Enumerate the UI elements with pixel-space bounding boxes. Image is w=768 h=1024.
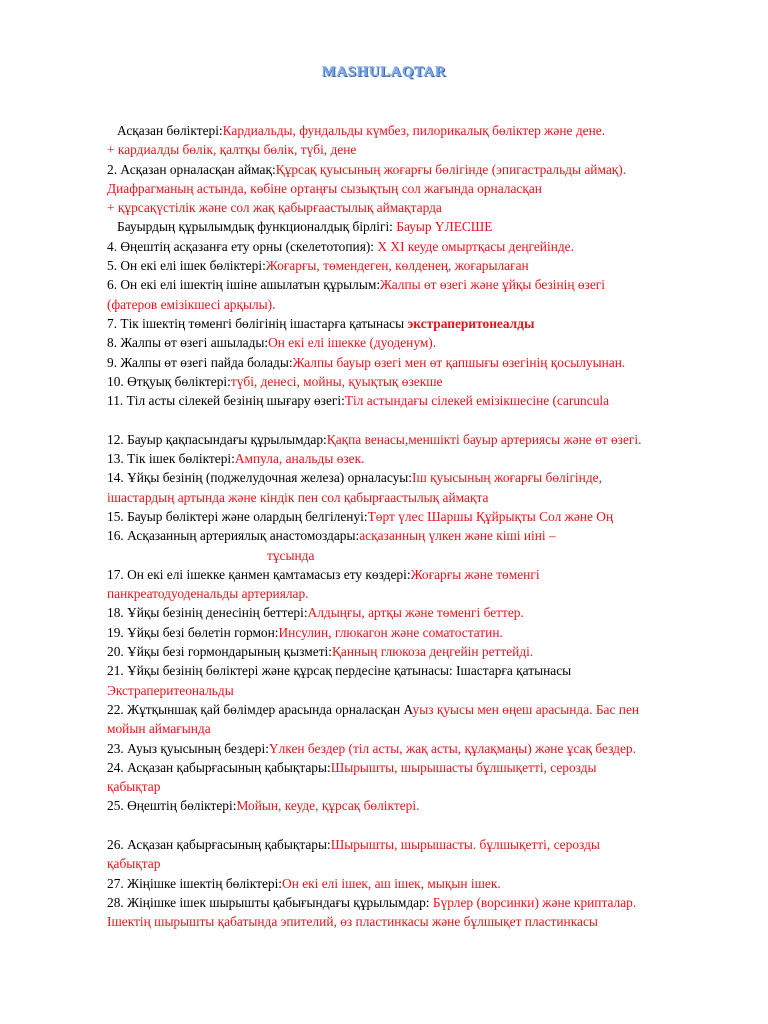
text-line bbox=[107, 565, 757, 584]
text-line bbox=[107, 217, 757, 236]
answer-text: Іш қуысының жоғарғы бөлігінде, bbox=[412, 470, 602, 486]
question-text: 21. Ұйқы безінің бөліктері және құрсақ пердесіне қатынасы: Ішастарға қатынасы bbox=[107, 663, 572, 679]
answer-text: + кардиалды бөлік, қалтқы бөлік, түбі, дене bbox=[107, 142, 357, 158]
answer-text: тұсында bbox=[267, 547, 315, 563]
question-text: 26. Асқазан қабырғасының қабықтары: bbox=[107, 836, 331, 852]
text-line bbox=[107, 854, 757, 873]
blank-line bbox=[107, 410, 757, 429]
question-text: 25. Өңештің бөліктері: bbox=[107, 798, 237, 814]
question-text: Бауырдың құрылымдық функционалдық бірлігі: bbox=[117, 219, 397, 235]
text-line bbox=[107, 353, 757, 372]
answer-text: Жалпы бауыр өзегі мен өт қапшығы өзегінің қосылуынан. bbox=[292, 354, 626, 370]
text-line bbox=[107, 314, 757, 333]
answer-text: асқазанның үлкен және кіші иіні – bbox=[359, 528, 556, 544]
answer-text: Тіл астындағы сілекей емізікшесіне (caruncula bbox=[344, 393, 610, 409]
text-line bbox=[107, 488, 757, 507]
text-line bbox=[107, 700, 757, 719]
text-line bbox=[107, 468, 757, 487]
question-text: 27. Жіңішке ішектің бөліктері: bbox=[107, 875, 283, 891]
question-text: 17. Он екі елі ішекке қанмен қамтамасыз ету көздері: bbox=[107, 566, 411, 582]
question-text: 13. Тік ішек бөліктері: bbox=[107, 451, 235, 467]
answer-text: Үлкен бездер (тіл асты, жақ асты, құлақмаңы) және ұсақ бездер. bbox=[268, 740, 636, 756]
answer-text: Шырышты, шырышасты. бұлшықетті, серозды bbox=[330, 836, 600, 852]
answer-text: Қақпа венасы,меншікті бауыр артериясы және өт өзегі. bbox=[326, 431, 642, 447]
text-line bbox=[107, 584, 757, 603]
question-text: 2. Асқазан орналасқан аймақ: bbox=[107, 161, 276, 177]
text-line bbox=[107, 198, 757, 217]
text-line bbox=[107, 179, 757, 198]
answer-text: Мойын, кеуде, құрсақ бөліктері. bbox=[236, 798, 420, 814]
text-line bbox=[107, 719, 757, 738]
question-text: 12. Бауыр қақпасындағы құрылымдар: bbox=[107, 431, 327, 447]
question-text: 18. Ұйқы безінің денесінің беттері: bbox=[107, 605, 308, 621]
question-text: 20. Ұйқы безі гормондарының қызметі: bbox=[107, 644, 332, 660]
answer-text: Бауыр ҮЛЕСШЕ bbox=[396, 219, 493, 235]
answer-text: түбі, денесі, мойны, қуықтық өзекше bbox=[230, 373, 443, 389]
answer-text: Он екі елі ішек, аш ішек, мықын ішек. bbox=[282, 875, 501, 891]
answer-text: Бүрлер (ворсинки) және крипталар. bbox=[432, 894, 637, 910]
question-text: 22. Жұтқыншақ қай бөлімдер арасында орналасқан А bbox=[107, 701, 413, 717]
question-text: 5. Он екі елі ішек бөліктері: bbox=[107, 258, 266, 274]
text-line bbox=[107, 295, 757, 314]
answer-text: Алдыңғы, артқы және төменгі беттер. bbox=[307, 605, 524, 621]
text-line bbox=[107, 796, 757, 815]
question-text: 14. Ұйқы безінің (поджелудочная железа) орналасуы: bbox=[107, 470, 413, 486]
text-line bbox=[107, 526, 757, 545]
question-text: 15. Бауыр бөліктері және олардың белгіленуі: bbox=[107, 508, 368, 524]
text-line bbox=[107, 681, 757, 700]
answer-text: панкреатодуоденальды артериялар. bbox=[107, 586, 309, 602]
answer-text: мойын аймағында bbox=[107, 721, 211, 737]
text-line bbox=[107, 372, 757, 391]
answer-text: уыз қуысы мен өңеш арасында. Бас пен bbox=[412, 701, 640, 717]
document-body bbox=[107, 121, 757, 931]
text-line bbox=[107, 874, 757, 893]
answer-text: ішастардың артында және кіндік пен сол қабырғаастылық аймақта bbox=[107, 489, 489, 505]
text-line bbox=[107, 642, 757, 661]
text-line bbox=[107, 121, 757, 140]
text-line bbox=[107, 777, 757, 796]
text-line bbox=[107, 160, 757, 179]
text-line bbox=[107, 623, 757, 642]
question-text: 11. Тіл асты сілекей безінің шығару өзегі: bbox=[107, 393, 345, 409]
text-line bbox=[107, 739, 757, 758]
text-line bbox=[107, 391, 757, 410]
question-text: 4. Өңештің асқазанға ету орны (скелетотопия): bbox=[107, 238, 378, 254]
text-line bbox=[107, 256, 757, 275]
text-line bbox=[107, 237, 757, 256]
question-text: 16. Асқазанның артериялық анастомоздары: bbox=[107, 528, 360, 544]
answer-text: Ампула, анальды өзек. bbox=[234, 451, 365, 467]
answer-text: қабықтар bbox=[107, 856, 161, 872]
question-text: 28. Жіңішке ішек шырышты қабығындағы құрылымдар: bbox=[107, 894, 433, 910]
question-text: 19. Ұйқы безі бөлетін гормон: bbox=[107, 624, 279, 640]
question-text: 6. Он екі елі ішектің ішіне ашылатын құрылым: bbox=[107, 277, 381, 293]
blank-line bbox=[107, 816, 757, 835]
answer-text: Жалпы өт өзегі және ұйқы безінің өзегі bbox=[380, 277, 606, 293]
text-line bbox=[107, 758, 757, 777]
text-line bbox=[107, 661, 757, 680]
question-text: 24. Асқазан қабырғасының қабықтары: bbox=[107, 759, 331, 775]
answer-text: экстраперитонеалды bbox=[407, 315, 535, 331]
question-text: Асқазан бөліктері: bbox=[117, 123, 223, 138]
question-text: 23. Ауыз қуысының бездері: bbox=[107, 740, 269, 756]
answer-text: Төрт үлес Шаршы Құйрықты Сол және Оң bbox=[367, 508, 614, 524]
answer-text: Экстраперитеональды bbox=[107, 682, 234, 698]
answer-text: Жоғарғы және төменгі bbox=[410, 566, 540, 582]
answer-text: Шырышты, шырышасты бұлшықетті, серозды bbox=[330, 759, 597, 775]
answer-text: Қанның глюкоза деңгейін реттейді. bbox=[332, 644, 534, 660]
question-text: 7. Тік ішектің төменгі бөлігінің ішастарға қатынасы bbox=[107, 315, 408, 331]
answer-text: Жоғарғы, төмендеген, көлденең, жоғарылаған bbox=[265, 258, 529, 274]
text-line bbox=[107, 449, 757, 468]
text-line bbox=[107, 430, 757, 449]
answer-text: қабықтар bbox=[107, 779, 161, 795]
question-text: 9. Жалпы өт өзегі пайда болады: bbox=[107, 354, 293, 370]
answer-text: Диафрагманың астында, көбіне ортаңғы сызықтың сол жағында орналасқан bbox=[107, 180, 542, 196]
question-text: 10. Өтқуық бөліктері: bbox=[107, 373, 231, 389]
text-line bbox=[107, 140, 757, 159]
text-line bbox=[107, 275, 757, 294]
text-line bbox=[107, 507, 757, 526]
answer-text: Инсулин, глюкагон және соматостатин. bbox=[278, 624, 503, 640]
question-text: 8. Жалпы өт өзегі ашылады: bbox=[107, 335, 269, 351]
answer-text: Он екі елі ішекке (дуоденум). bbox=[268, 335, 437, 351]
text-line bbox=[107, 546, 757, 565]
text-line bbox=[107, 603, 757, 622]
text-line bbox=[107, 912, 757, 931]
answer-text: Ішектің шырышты қабатында эпителий, өз пластинкасы және бұлшықет пластинкасы bbox=[107, 914, 598, 930]
answer-text: Кардиальды, фундальды күмбез, пилорикалық бөліктер және дене. bbox=[222, 123, 606, 138]
text-line bbox=[107, 333, 757, 352]
answer-text: Құрсақ қуысының жоғарғы бөлігінде (эпигастральды аймақ). bbox=[275, 161, 627, 177]
answer-text: + құрсақүстілік және сол жақ қабырғаастылық аймақтарда bbox=[107, 200, 442, 216]
answer-text: (фатеров емізікшесі арқылы). bbox=[107, 296, 276, 312]
text-line bbox=[107, 835, 757, 854]
page-title: MASHULAQTAR bbox=[321, 64, 447, 80]
text-line bbox=[107, 893, 757, 912]
answer-text: X XI кеуде омыртқасы деңгейінде. bbox=[377, 238, 574, 254]
